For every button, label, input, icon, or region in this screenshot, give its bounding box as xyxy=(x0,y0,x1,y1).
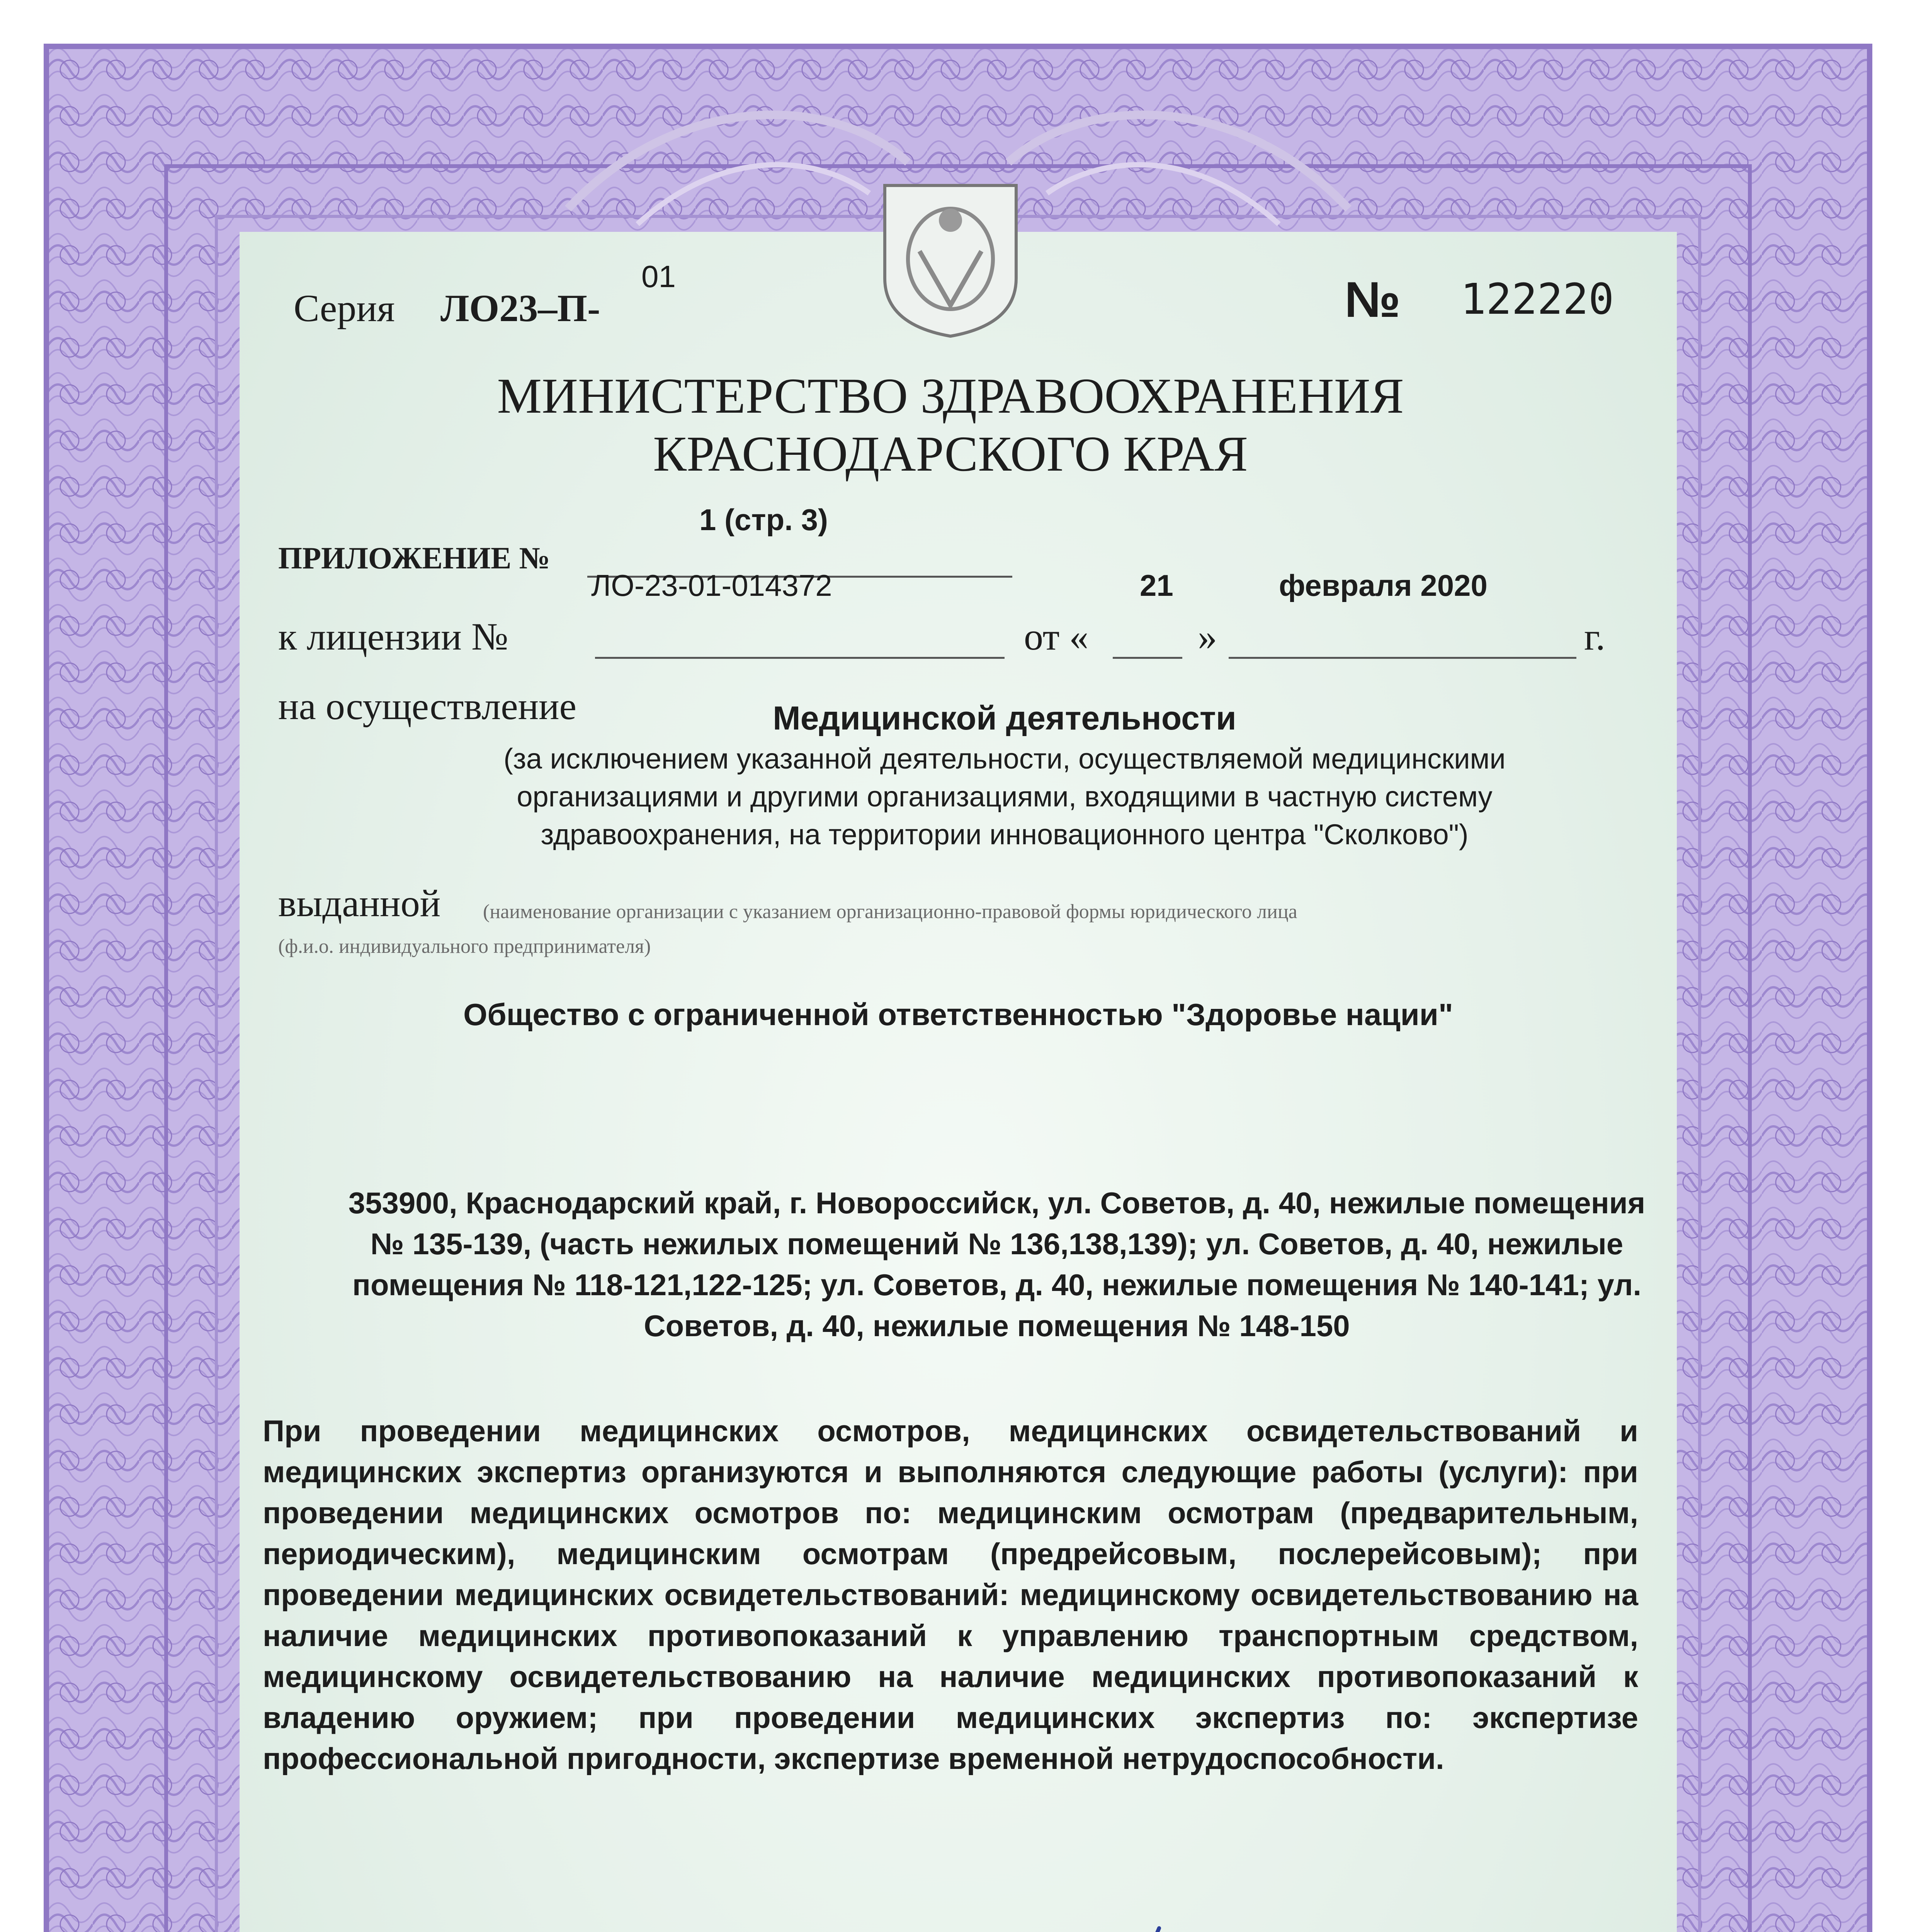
organization-address: 353900, Краснодарский край, г. Новороссийск, ул. Советов, д. 40, нежилые помещения № 135-139, (часть нежилых помещений № 136,138,139); ул. Советов, д. 40, нежилые помещения № 118-121,122-125; ул. Советов, д. 40, нежилые помещения № 140-141; ул. Советов, д. 40, нежилые помещения № 148-150 xyxy=(348,1186,1646,1343)
ministry-title-line2: КРАСНОДАРСКОГО КРАЯ xyxy=(653,426,1248,482)
series-value: ЛО23–П- xyxy=(440,287,600,330)
appendix-month-year: февраля 2020 xyxy=(1279,568,1488,602)
activity-note: (за исключением указанной деятельности, осуществляемой медицинскими организациями и другими организациями, входящими в частную систему здравоохранения, на территории инновационного центра "Сколково") xyxy=(503,743,1506,850)
appendix-page-ref: 1 (стр. 3) xyxy=(699,503,828,537)
ministry-title-line1: МИНИСТЕРСТВО ЗДРАВООХРАНЕНИЯ xyxy=(497,368,1404,424)
works-description: При проведении медицинских осмотров, медицинских освидетельствований и медицинских экспертиз организуются и выполняются следующие работы (услуги): при проведении медицинских осмотров по: медицинским осмотрам (предварительным, периодическим), медицинским осмотрам (предрейсовым, послерейсовым); при проведении медицинских освидетельствований: медицинскому освидетельствованию на наличие медицинских противопоказаний к управлению транспортным средством, медицинскому освидетельствованию на наличие медицинских противопоказаний к владению оружием; при проведении медицинских экспертиз по: экспертизе профессиональной пригодности, экспертизе временной нетрудоспособности. xyxy=(263,1414,1638,1776)
issued-label: выданной xyxy=(278,882,441,925)
license-form-number: 122220 xyxy=(1460,274,1614,324)
license-line-prefix: к лицензии № xyxy=(278,615,508,658)
license-line-from: от « xyxy=(1024,615,1089,658)
license-line-year-suffix: г. xyxy=(1584,615,1605,658)
issued-hint-line2: (ф.и.о. индивидуального предпринимателя) xyxy=(278,935,651,957)
number-sign: № xyxy=(1345,271,1401,328)
coat-of-arms-icon xyxy=(877,178,1024,340)
handwritten-signature xyxy=(889,1913,1198,1932)
organization-name: Общество с ограниченной ответственностью "Здоровье нации" xyxy=(463,997,1453,1032)
appendix-label: ПРИЛОЖЕНИЕ № xyxy=(278,541,550,575)
activity-label: на осуществление xyxy=(278,685,577,728)
appendix-license-number: ЛО-23-01-014372 xyxy=(591,568,832,602)
activity-title: Медицинской деятельности xyxy=(773,700,1236,737)
series-label: Серия xyxy=(294,287,395,330)
appendix-day: 21 xyxy=(1140,568,1173,602)
license-line-quote: » xyxy=(1198,615,1217,658)
issued-hint-line1: (наименование организации с указанием организационно-правовой формы юридического лица xyxy=(483,901,1297,923)
series-suffix: 01 xyxy=(641,259,676,294)
